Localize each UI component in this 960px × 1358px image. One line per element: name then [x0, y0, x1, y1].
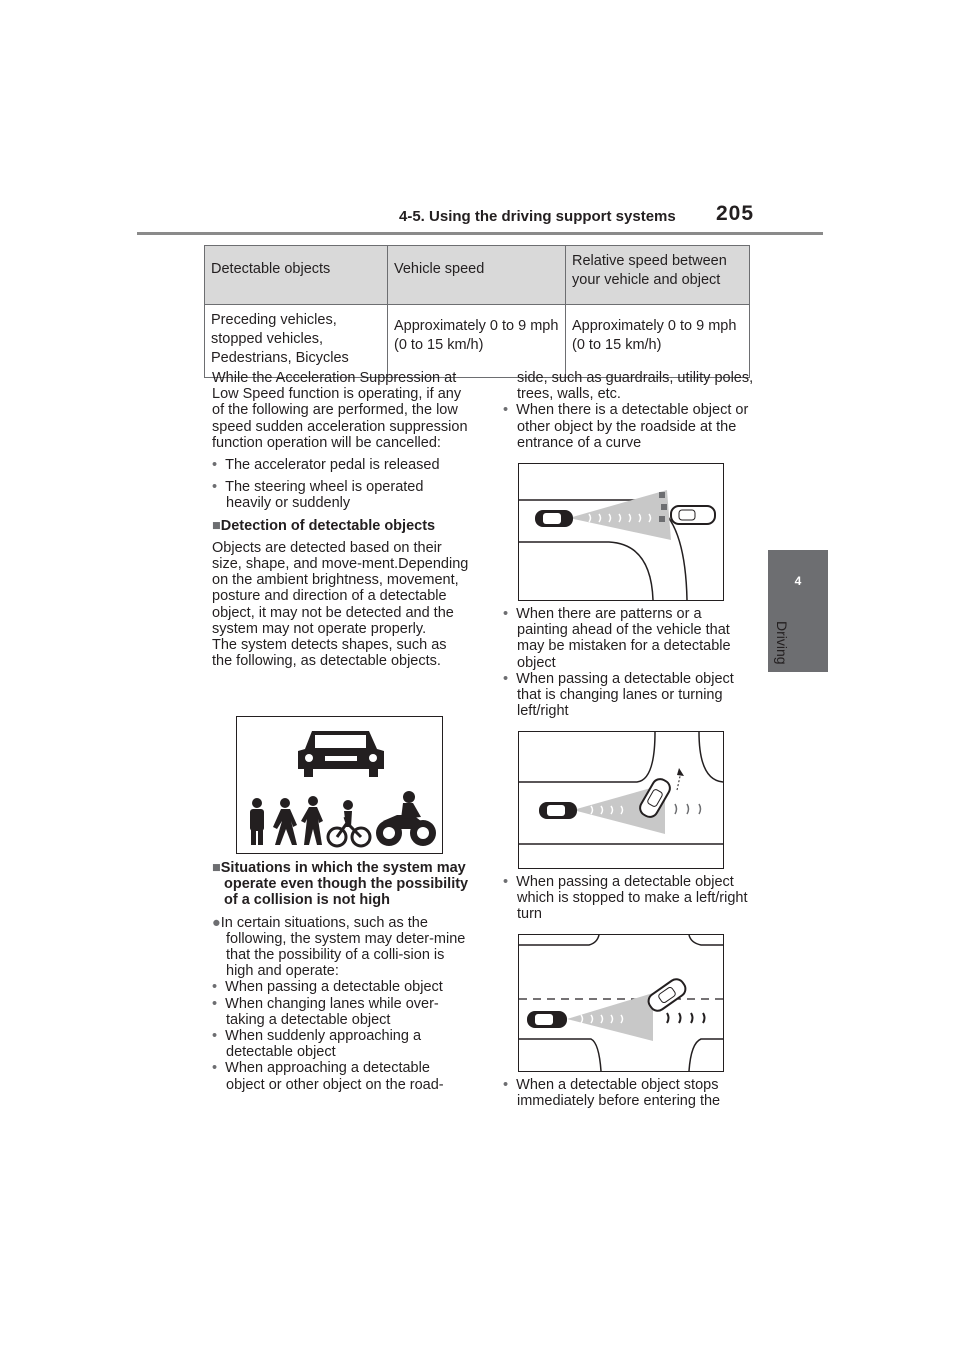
list-item: • When suddenly approaching a detectable object	[212, 1028, 422, 1061]
table-header-cell: Relative speed between your vehicle and object	[566, 246, 750, 305]
right-column-lower	[503, 874, 755, 923]
turning-object-figure	[518, 731, 724, 869]
list-item: • When passing a detectable object that is changing lanes or turning left/right	[503, 670, 734, 720]
list-item: • When a detectable object stops immediately before entering the	[503, 1077, 721, 1110]
list-item: • When approaching a detectable object or other object on the road-	[212, 1060, 444, 1093]
section-title: 4-5. Using the driving support systems	[399, 208, 676, 225]
table-cell: Preceding vehicles, stopped vehicles, Pedestrians, Bicycles	[205, 305, 388, 378]
list-item: • The steering wheel is operated heavily or suddenly	[212, 479, 424, 512]
list-item: • When passing a detectable object	[212, 979, 443, 996]
square-icon: ■	[212, 517, 221, 534]
section-heading: ■Detection of detectable objects	[212, 517, 436, 534]
curve-entrance-figure	[518, 463, 724, 601]
lane-change-illustration	[519, 732, 723, 868]
chapter-label: Driving	[774, 621, 790, 665]
section-heading: ■Situations in which the system may operate even though the possibility of a collision is not high	[212, 860, 469, 909]
right-column-bottom	[503, 1077, 755, 1109]
page-number: 205	[716, 202, 755, 225]
stopped-turning-figure	[518, 934, 724, 1072]
list-item: • The accelerator pedal is released	[212, 457, 440, 474]
body-paragraph: The system detects shapes, such as the following, as detectable objects.	[212, 637, 447, 670]
chapter-number: 4	[794, 574, 802, 588]
list-item: ●In certain situations, such as the following, the system may deter-mine that the possibility of a colli-sion is high and operate:	[212, 914, 466, 980]
list-item: • When passing a detectable object which is stopped to make a left/right turn	[503, 874, 748, 923]
left-column-lower	[212, 860, 470, 1093]
intro-paragraph: While the Acceleration Suppression at Low Speed function is operating, if any of the following are performed, the low speed sudden acceleration suppression function operation will be cancelled:	[212, 370, 468, 451]
table-cell: Approximately 0 to 9 mph (0 to 15 km/h)	[566, 305, 750, 378]
right-column-middle	[503, 606, 755, 719]
list-item: • When there are patterns or a painting ahead of the vehicle that may be mistaken for a detectable object	[503, 606, 731, 671]
left-column	[212, 370, 470, 669]
table-row	[205, 305, 750, 378]
body-paragraph: Objects are detected based on their size, shape, and move-ment.Depending on the ambient brightness, movement, posture and direction of a detectable object, it may not be detected and the system may not operate properly.	[212, 539, 469, 637]
list-item: • When changing lanes while over-taking a detectable object	[212, 995, 439, 1028]
body-paragraph: side, such as guardrails, utility poles, trees, walls, etc.	[517, 370, 754, 403]
table-header-cell: Detectable objects	[205, 246, 388, 305]
detectable-objects-figure	[236, 716, 443, 854]
table-header-row	[205, 246, 750, 305]
stopped-turn-illustration	[519, 935, 723, 1071]
circle-icon: ●	[212, 914, 221, 931]
list-item: • When there is a detectable object or other object by the roadside at the entrance of a curve	[503, 402, 749, 451]
right-column	[503, 370, 755, 451]
header-rule	[137, 232, 823, 235]
table-header-cell: Vehicle speed	[388, 246, 566, 305]
car-pedestrian-bicycle-motorcycle-illustration	[237, 717, 442, 853]
curve-illustration	[519, 464, 723, 600]
table-cell: Approximately 0 to 9 mph (0 to 15 km/h)	[388, 305, 566, 378]
detectable-objects-table	[204, 245, 750, 378]
square-icon: ■	[212, 860, 221, 876]
